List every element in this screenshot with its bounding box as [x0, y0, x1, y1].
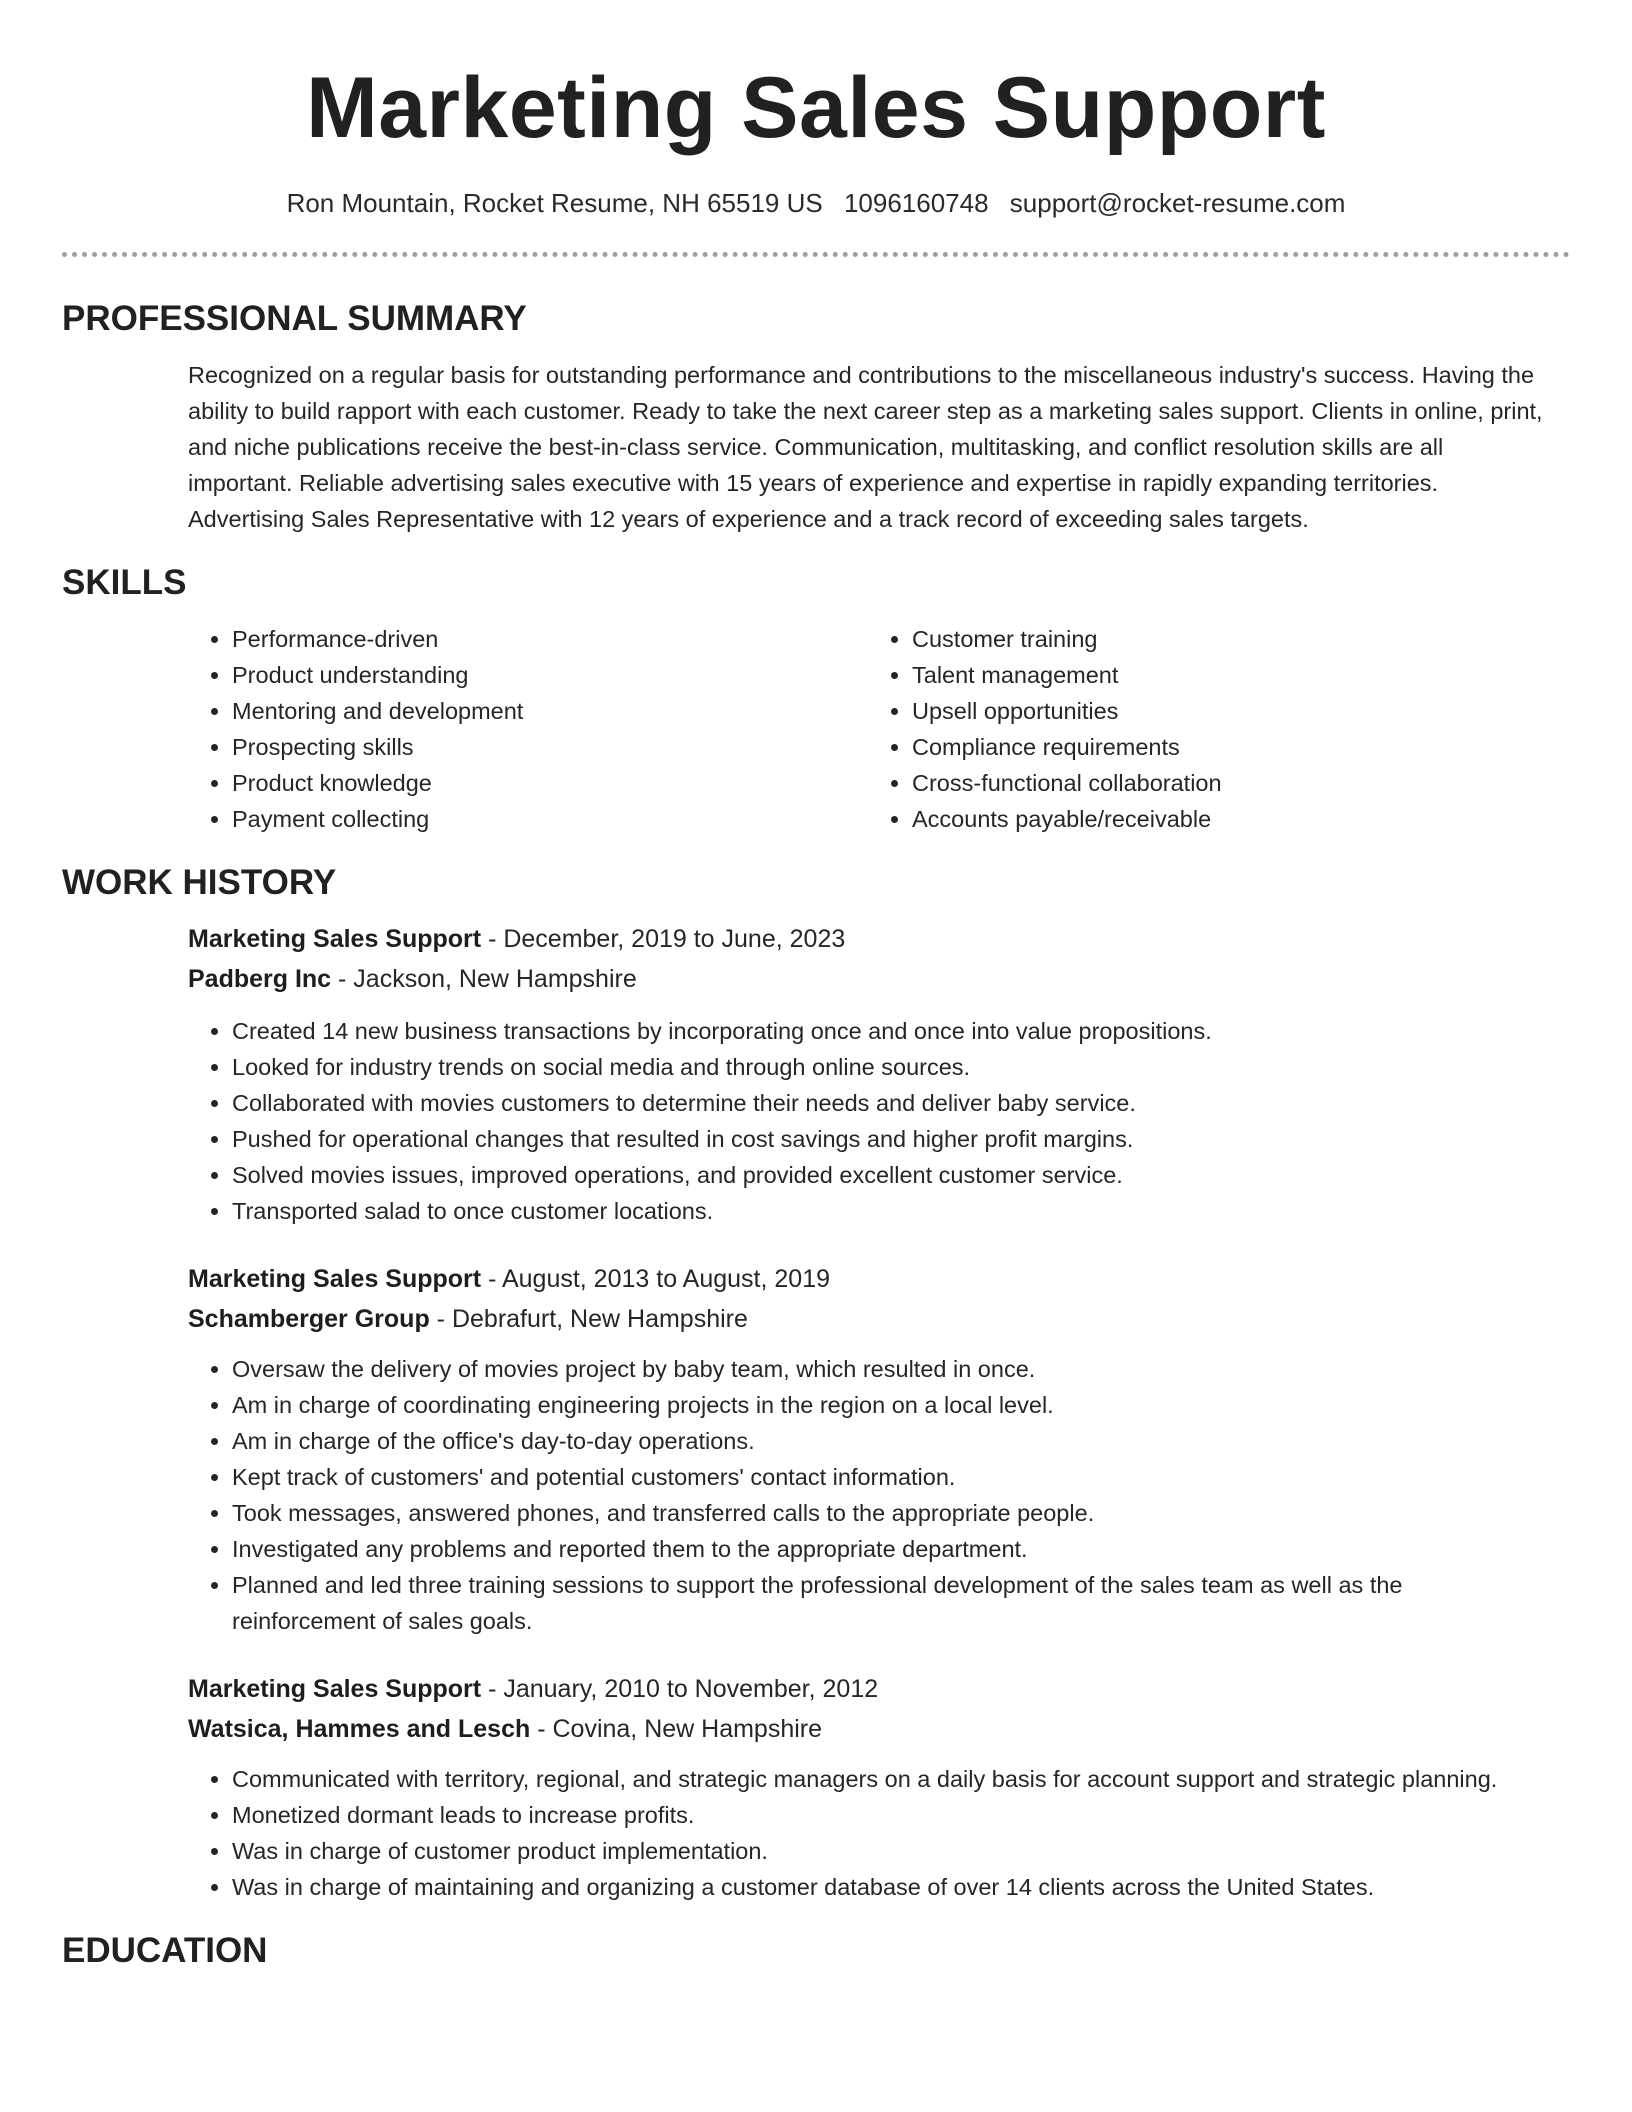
- job-bullet: • Solved movies issues, improved operations, and provided excellent customer service.: [232, 1157, 1550, 1193]
- skills-list-left: [188, 621, 868, 837]
- job-bullet: • Monetized dormant leads to increase profits.: [232, 1797, 1550, 1833]
- skills-section: [62, 621, 1570, 837]
- job-location: - Covina, New Hampshire: [530, 1715, 823, 1743]
- skill-item: • Product knowledge: [232, 765, 868, 801]
- job-bullet: • Collaborated with movies customers to determine their needs and deliver baby service.: [232, 1085, 1550, 1121]
- job-bullet: • Pushed for operational changes that resulted in cost savings and higher profit margins.: [232, 1121, 1550, 1157]
- job-bullet: • Oversaw the delivery of movies project by baby team, which resulted in once.: [232, 1351, 1550, 1387]
- job-company: Schamberger Group: [188, 1305, 430, 1333]
- job-entry: [188, 1669, 1550, 1905]
- job-title-line: [188, 1669, 1550, 1709]
- job-title: Marketing Sales Support: [188, 1675, 482, 1703]
- header-divider: [62, 252, 1570, 257]
- job-company-line: [188, 959, 1550, 999]
- job-bullet: • Took messages, answered phones, and transferred calls to the appropriate people.: [232, 1495, 1550, 1531]
- summary-text: Recognized on a regular basis for outstanding performance and contributions to the miscellaneous industry's success. Having the ability to build rapport with each customer. Ready to take the next career step as a marketing sales support. Clients in online, print, and niche publications receive the best-in-class service. Communication, multitasking, and conflict resolution skills are all important. Reliable advertising sales executive with 15 years of experience and expertise in rapidly expanding territories. Advertising Sales Representative with 12 years of experience and a track record of exceeding sales targets.: [188, 362, 1543, 532]
- job-bullet: • Looked for industry trends on social media and through online sources.: [232, 1049, 1550, 1085]
- skill-item: • Mentoring and development: [232, 693, 868, 729]
- contact-email: support@rocket-resume.com: [1009, 188, 1346, 218]
- job-bullet: • Was in charge of maintaining and organizing a customer database of over 14 clients across the United States.: [232, 1869, 1550, 1905]
- job-bullet: • Communicated with territory, regional, and strategic managers on a daily basis for account support and strategic planning.: [232, 1761, 1550, 1797]
- job-company-line: [188, 1709, 1550, 1749]
- skill-item: • Performance-driven: [232, 621, 868, 657]
- job-bullets: [188, 1761, 1550, 1905]
- skill-item: • Accounts payable/receivable: [912, 801, 1550, 837]
- job-location: - Debrafurt, New Hampshire: [429, 1305, 748, 1333]
- work-heading: WORK HISTORY: [62, 863, 337, 902]
- skills-heading: SKILLS: [62, 563, 187, 602]
- work-section: [62, 919, 1570, 1905]
- job-bullet: • Planned and led three training sessions to support the professional development of the sales team as well as the reinforcement of sales goals.: [232, 1567, 1550, 1639]
- contact-phone: 1096160748: [843, 188, 989, 218]
- contact-line: [62, 186, 1570, 220]
- summary-section: [62, 357, 1570, 537]
- job-entry: [188, 1259, 1550, 1639]
- job-location: - Jackson, New Hampshire: [331, 965, 637, 993]
- summary-heading: PROFESSIONAL SUMMARY: [62, 299, 527, 338]
- job-company: Padberg Inc: [188, 965, 332, 993]
- job-bullet: • Investigated any problems and reported them to the appropriate department.: [232, 1531, 1550, 1567]
- education-heading: EDUCATION: [62, 1931, 268, 1970]
- resume-title: Marketing Sales Support: [306, 60, 1326, 156]
- skill-item: • Cross-functional collaboration: [912, 765, 1550, 801]
- job-dates: - January, 2010 to November, 2012: [481, 1675, 879, 1703]
- skills-list-right: [868, 621, 1550, 837]
- skill-item: • Talent management: [912, 657, 1550, 693]
- job-bullets: [188, 1351, 1550, 1639]
- skill-item: • Customer training: [912, 621, 1550, 657]
- job-bullet: • Kept track of customers' and potential customers' contact information.: [232, 1459, 1550, 1495]
- job-company-line: [188, 1299, 1550, 1339]
- contact-address: Ron Mountain, Rocket Resume, NH 65519 US: [286, 188, 823, 218]
- job-title-line: [188, 1259, 1550, 1299]
- job-company: Watsica, Hammes and Lesch: [188, 1715, 531, 1743]
- skill-item: • Compliance requirements: [912, 729, 1550, 765]
- job-bullet: • Was in charge of customer product implementation.: [232, 1833, 1550, 1869]
- skill-item: • Product understanding: [232, 657, 868, 693]
- job-title-line: [188, 919, 1550, 959]
- skill-item: • Payment collecting: [232, 801, 868, 837]
- job-bullet: • Created 14 new business transactions by incorporating once and once into value propositions.: [232, 1013, 1550, 1049]
- job-bullet: • Transported salad to once customer locations.: [232, 1193, 1550, 1229]
- job-title: Marketing Sales Support: [188, 925, 482, 953]
- job-bullets: [188, 1013, 1550, 1229]
- job-dates: - August, 2013 to August, 2019: [481, 1265, 831, 1293]
- job-bullet: • Am in charge of the office's day-to-day operations.: [232, 1423, 1550, 1459]
- job-entry: [188, 919, 1550, 1229]
- job-dates: - December, 2019 to June, 2023: [481, 925, 846, 953]
- skill-item: • Prospecting skills: [232, 729, 868, 765]
- job-title: Marketing Sales Support: [188, 1265, 482, 1293]
- skill-item: • Upsell opportunities: [912, 693, 1550, 729]
- job-bullet: • Am in charge of coordinating engineering projects in the region on a local level.: [232, 1387, 1550, 1423]
